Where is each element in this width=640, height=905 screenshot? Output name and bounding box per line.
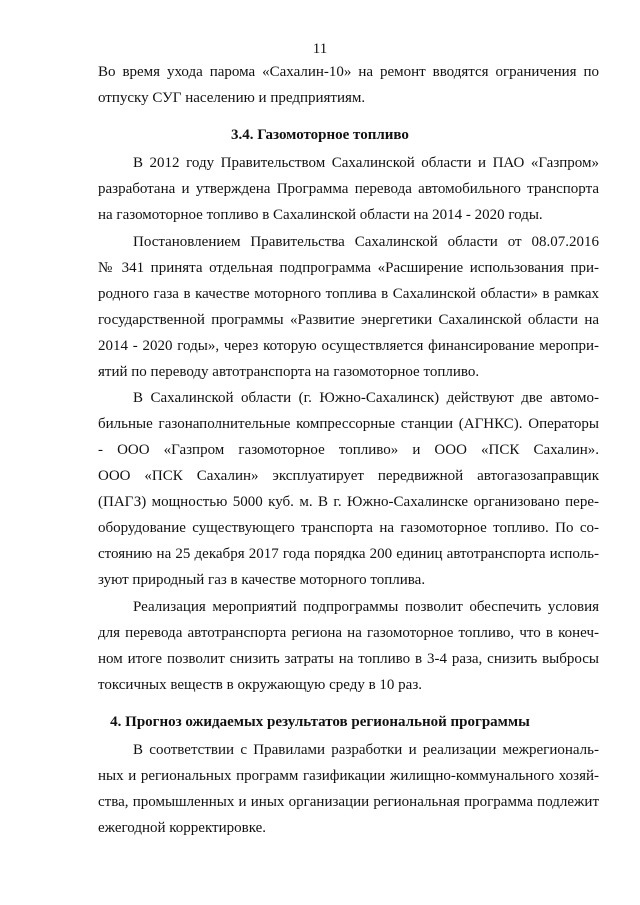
paragraph-line: ных и региональных программ газификации жилищно-коммунального хозяй- [98,768,599,784]
section-heading-3-4: 3.4. Газомоторное топливо [231,127,409,143]
paragraph-line: бильные газонаполнительные компрессорные станции (АГНКС). Операторы [98,416,599,432]
paragraph-line: - ООО «Газпром газомоторное топливо» и ООО «ПСК Сахалин». [98,442,599,458]
paragraph-line: ООО «ПСК Сахалин» эксплуатирует передвижной автогазозаправщик [98,468,599,484]
paragraph-line: 2014 - 2020 годы», через которую осуществляется финансирование меропри- [98,338,599,354]
paragraph-line: токсичных веществ в окружающую среду в 10 раз. [98,677,423,693]
paragraph-line: ятий по переводу автотранспорта на газомоторное топливо. [98,364,480,380]
paragraph-line: ежегодной корректировке. [98,820,267,836]
paragraph-line: (ПАГЗ) мощностью 5000 куб. м. В г. Южно-Сахалинске организовано пере- [98,494,599,510]
paragraph-line: Во время ухода парома «Сахалин-10» на ремонт вводятся ограничения по [98,64,599,80]
page-number: 11 [312,41,328,57]
paragraph-line: отпуску СУГ населению и предприятиям. [98,90,366,106]
paragraph-line: В Сахалинской области (г. Южно-Сахалинск) действуют две автомо- [133,390,599,406]
paragraph-line: Реализация мероприятий подпрограммы позволит обеспечить условия [133,599,599,615]
paragraph-line: зуют природный газ в качестве моторного топлива. [98,572,426,588]
paragraph-line: государственной программы «Развитие энергетики Сахалинской области на [98,312,599,328]
paragraph-line: № 341 принята отдельная подпрограмма «Расширение использования при- [98,260,599,276]
paragraph-line: родного газа в качестве моторного топлива в Сахалинской области» в рамках [98,286,599,302]
paragraph-line: на газомоторное топливо в Сахалинской области на 2014 - 2020 годы. [98,207,543,223]
paragraph-line: ном итоге позволит снизить затраты на топливо в 3-4 раза, снизить выбросы [98,651,599,667]
paragraph-line: ства, промышленных и иных организации региональная программа подлежит [98,794,599,810]
paragraph-line: Постановлением Правительства Сахалинской области от 08.07.2016 [133,234,599,250]
paragraph-line: оборудование существующего транспорта на газомоторное топливо. По со- [98,520,599,536]
paragraph-line: В 2012 году Правительством Сахалинской области и ПАО «Газпром» [133,155,599,171]
paragraph-line: разработана и утверждена Программа перевода автомобильного транспорта [98,181,599,197]
paragraph-line: В соответствии с Правилами разработки и реализации межрегиональ- [133,742,599,758]
paragraph-line: стоянию на 25 декабря 2017 года порядка 200 единиц автотранспорта исполь- [98,546,599,562]
paragraph-line: для перевода автотранспорта региона на газомоторное топливо, что в конеч- [98,625,599,641]
section-heading-4: 4. Прогноз ожидаемых результатов региональной программы [110,714,530,730]
